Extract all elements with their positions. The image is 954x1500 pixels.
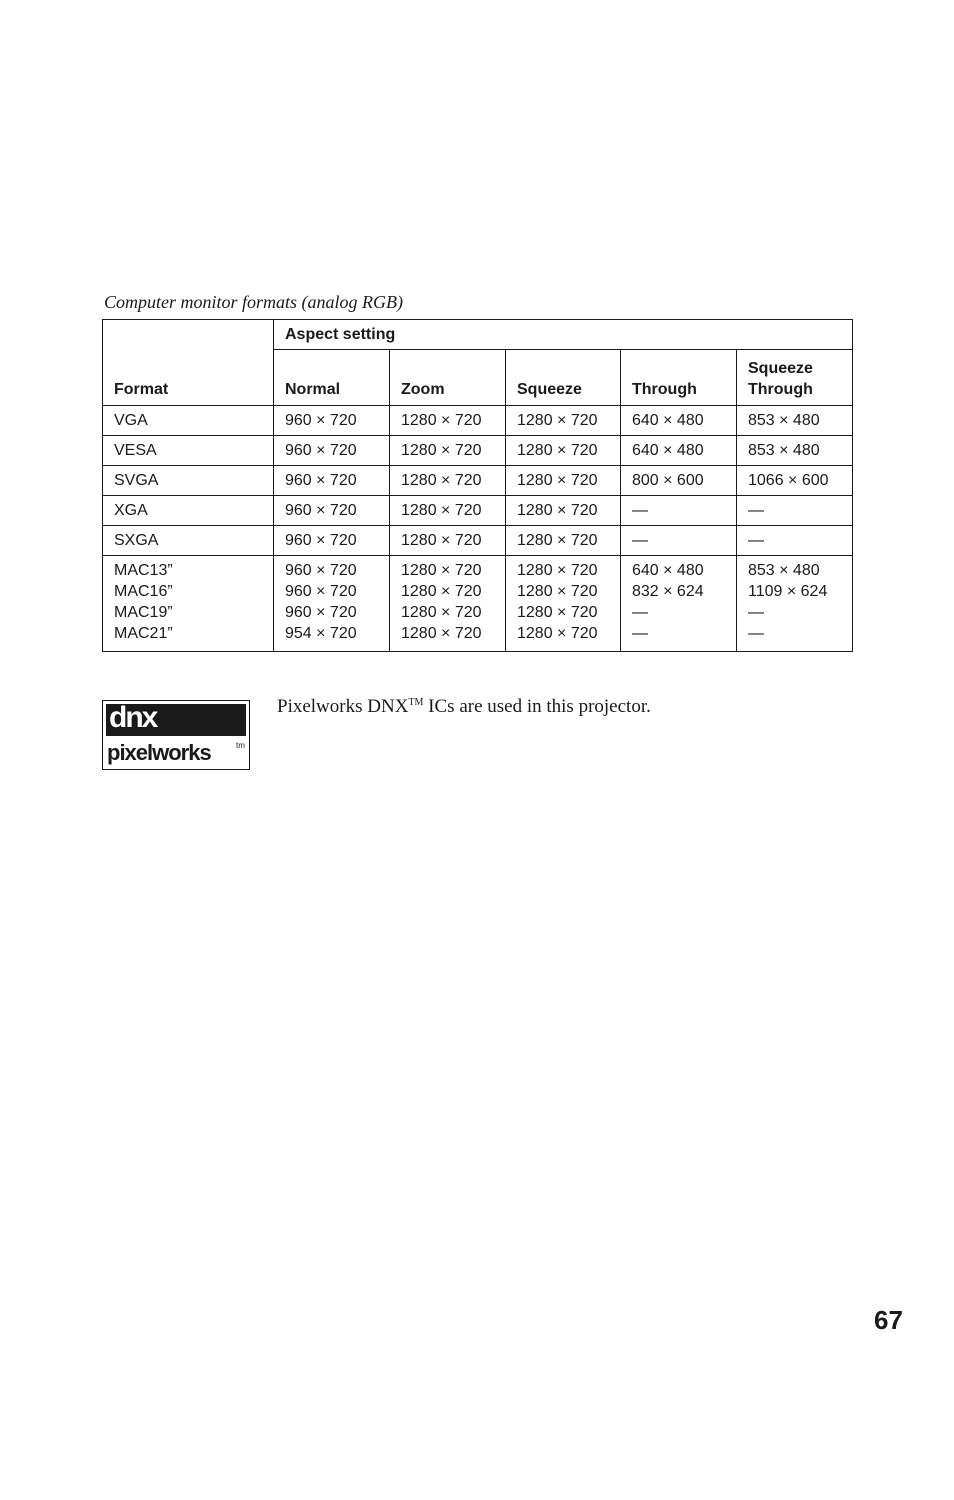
squeeze-through-cell: — [737, 526, 853, 556]
pixelworks-dnx-logo [102, 700, 250, 770]
table-row [103, 406, 853, 436]
format-cell: SVGA [103, 466, 274, 496]
squeeze-through-cell: — [737, 496, 853, 526]
through-cell [621, 556, 737, 652]
value-line: 1280 × 720 [517, 583, 598, 600]
table-group-header-row [103, 320, 853, 350]
value-line: 1280 × 720 [401, 583, 482, 600]
page-number: 67 [874, 1305, 903, 1335]
format-cell: VGA [103, 406, 274, 436]
pixelworks-note [277, 695, 651, 719]
logo-tm-mark: tm [236, 741, 245, 750]
squeeze-through-cell [737, 556, 853, 652]
value-line: 1109 × 624 [748, 583, 828, 600]
normal-cell: 960 × 720 [274, 526, 390, 556]
format-line: MAC16” [114, 583, 173, 600]
squeeze-through-cell: 853 × 480 [737, 436, 853, 466]
table-caption: Computer monitor formats (analog RGB) [104, 292, 403, 312]
column-header-normal: Normal [274, 350, 390, 406]
table-row [103, 436, 853, 466]
format-line: MAC13” [114, 562, 173, 579]
logo-dnx-band [106, 701, 246, 736]
trademark-mark: TM [408, 697, 424, 708]
normal-cell [274, 556, 390, 652]
logo-pixelworks-text: pixelworks [107, 740, 211, 765]
through-cell: — [621, 496, 737, 526]
format-cell: VESA [103, 436, 274, 466]
format-cell [103, 556, 274, 652]
squeeze-cell [506, 556, 621, 652]
normal-cell: 960 × 720 [274, 496, 390, 526]
value-line: 853 × 480 [748, 562, 820, 579]
value-line: 1280 × 720 [401, 625, 482, 642]
note-text-before: Pixelworks DNX [277, 696, 409, 717]
squeeze-through-cell: 1066 × 600 [737, 466, 853, 496]
value-line: 640 × 480 [632, 562, 704, 579]
table-row-mac [103, 556, 853, 652]
table-row [103, 496, 853, 526]
column-header-squeeze: Squeeze [506, 350, 621, 406]
zoom-cell: 1280 × 720 [390, 406, 506, 436]
value-line: 1280 × 720 [517, 562, 598, 579]
squeeze-cell: 1280 × 720 [506, 436, 621, 466]
through-cell: 640 × 480 [621, 406, 737, 436]
column-header-zoom: Zoom [390, 350, 506, 406]
note-text-after: ICs are used in this projector. [423, 696, 651, 717]
aspect-setting-header: Aspect setting [274, 320, 853, 350]
format-cell: XGA [103, 496, 274, 526]
value-line: — [748, 625, 764, 642]
format-cell: SXGA [103, 526, 274, 556]
squeeze-cell: 1280 × 720 [506, 466, 621, 496]
squeeze-cell: 1280 × 720 [506, 406, 621, 436]
column-header-through: Through [621, 350, 737, 406]
normal-cell: 960 × 720 [274, 466, 390, 496]
value-line: 960 × 720 [285, 604, 357, 621]
through-cell: 800 × 600 [621, 466, 737, 496]
value-line: 1280 × 720 [517, 604, 598, 621]
zoom-cell: 1280 × 720 [390, 466, 506, 496]
value-line: — [748, 604, 764, 621]
normal-cell: 960 × 720 [274, 406, 390, 436]
squeeze-cell: 1280 × 720 [506, 496, 621, 526]
squeeze-through-cell: 853 × 480 [737, 406, 853, 436]
format-line: MAC21” [114, 625, 173, 642]
zoom-cell: 1280 × 720 [390, 496, 506, 526]
through-cell: 640 × 480 [621, 436, 737, 466]
table-row [103, 466, 853, 496]
table-row [103, 526, 853, 556]
value-line: 1280 × 720 [401, 562, 482, 579]
value-line: 960 × 720 [285, 562, 357, 579]
value-line: 1280 × 720 [401, 604, 482, 621]
squeeze-cell: 1280 × 720 [506, 526, 621, 556]
format-column-header: Format [103, 320, 274, 406]
zoom-cell: 1280 × 720 [390, 436, 506, 466]
through-cell: — [621, 526, 737, 556]
value-line: 960 × 720 [285, 583, 357, 600]
column-header-squeeze-through: Squeeze Through [737, 350, 853, 406]
normal-cell: 960 × 720 [274, 436, 390, 466]
zoom-cell: 1280 × 720 [390, 526, 506, 556]
value-line: — [632, 604, 648, 621]
zoom-cell [390, 556, 506, 652]
value-line: — [632, 625, 648, 642]
value-line: 1280 × 720 [517, 625, 598, 642]
value-line: 954 × 720 [285, 625, 357, 642]
value-line: 832 × 624 [632, 583, 704, 600]
format-line: MAC19” [114, 604, 173, 621]
monitor-formats-table [102, 319, 853, 652]
logo-dnx-text: dnx [109, 701, 157, 734]
